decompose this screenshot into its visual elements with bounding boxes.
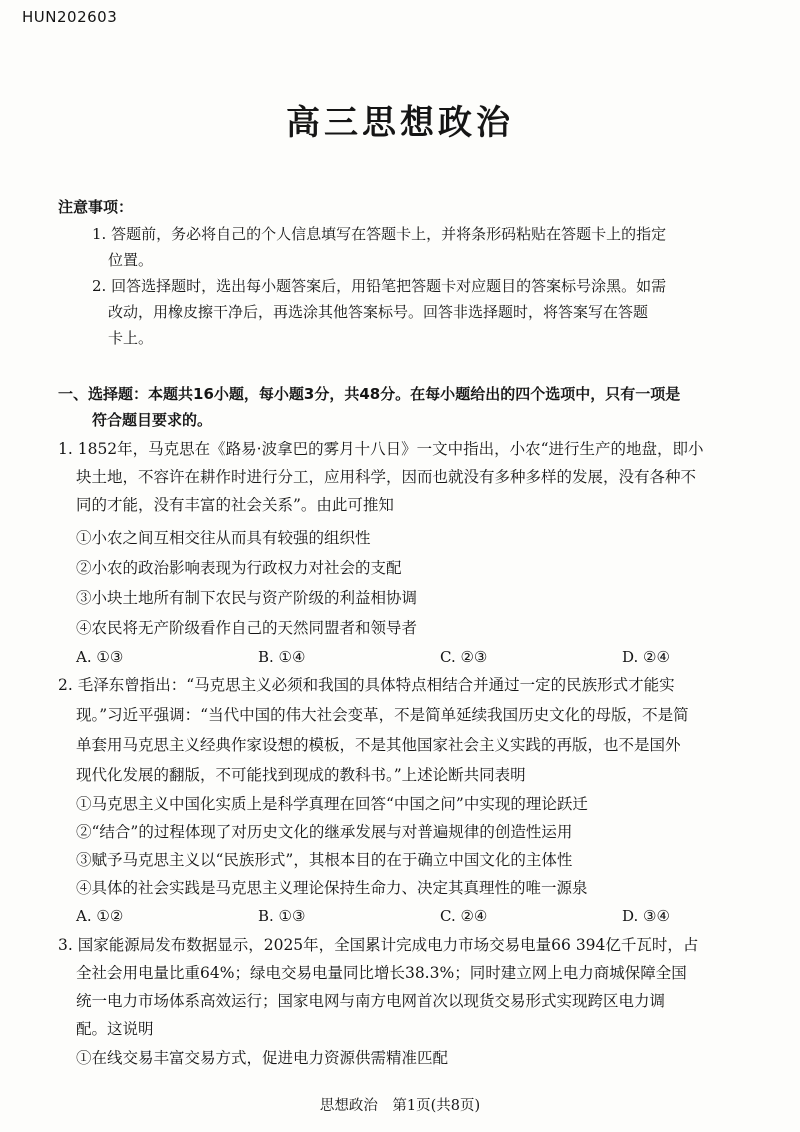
question-stem-line: 现代化发展的翻版，不可能找到现成的教科书。”上述论断共同表明 <box>76 766 526 784</box>
question-stem-line: 全社会用电量比重64%；绿电交易电量同比增长38.3%；同时建立网上电力商城保障全国 <box>76 964 687 982</box>
statement: ④具体的社会实践是马克思主义理论保持生命力、决定其真理性的唯一源泉 <box>76 879 588 897</box>
section-heading: 一、选择题：本题共16小题，每小题3分，共48分。在每小题给出的四个选项中，只有一项是 <box>58 385 681 403</box>
question-stem-line: 单套用马克思主义经典作家设想的模板，不是其他国家社会主义实践的再版，也不是国外 <box>76 736 681 754</box>
statement: ③小块土地所有制下农民与资产阶级的利益相协调 <box>76 589 418 607</box>
option-a: A. ①② <box>76 907 124 925</box>
question-stem-line: 块土地，不容许在耕作时进行分工，应用科学，因而也就没有多种多样的发展，没有各种不 <box>76 468 697 486</box>
notice-line: 2. 回答选择题时，选出每小题答案后，用铅笔把答题卡对应题目的答案标号涂黑。如需 <box>92 277 667 295</box>
statement: ①马克思主义中国化实质上是科学真理在回答“中国之问”中实现的理论跃迁 <box>76 795 588 813</box>
notice-line: 卡上。 <box>108 329 154 347</box>
question-stem-line: 现。”习近平强调：“当代中国的伟大社会变革，不是简单延续我国历史文化的母版，不是简 <box>76 706 689 724</box>
page-footer: 思想政治 第1页(共8页) <box>319 1098 481 1114</box>
statement: ②“结合”的过程体现了对历史文化的继承发展与对普遍规律的创造性运用 <box>76 823 573 841</box>
option-b: B. ①④ <box>258 648 306 666</box>
statement: ④农民将无产阶级看作自己的天然同盟者和领导者 <box>76 619 418 637</box>
notice-heading: 注意事项： <box>58 198 134 216</box>
page-title: 高三思想政治 <box>286 103 514 143</box>
paper-code: HUN202603 <box>22 8 118 26</box>
notice-line: 1. 答题前，务必将自己的个人信息填写在答题卡上，并将条形码粘贴在答题卡上的指定 <box>92 225 667 243</box>
question-stem-line: 1. 1852年，马克思在《路易·波拿巴的雾月十八日》一文中指出，小农“进行生产的地盘，即小 <box>58 440 704 458</box>
statement: ②小农的政治影响表现为行政权力对社会的支配 <box>76 559 402 577</box>
question-stem-line: 3. 国家能源局发布数据显示，2025年，全国累计完成电力市场交易电量66 394亿千瓦时，占 <box>58 936 699 954</box>
statement: ①小农之间互相交往从而具有较强的组织性 <box>76 529 371 547</box>
option-a: A. ①③ <box>76 648 124 666</box>
question-stem-line: 2. 毛泽东曾指出：“马克思主义必须和我国的具体特点相结合并通过一定的民族形式才能实 <box>58 676 675 694</box>
option-b: B. ①③ <box>258 907 306 925</box>
notice-line: 改动，用橡皮擦干净后，再选涂其他答案标号。回答非选择题时，将答案写在答题 <box>108 303 649 321</box>
question-stem-line: 统一电力市场体系高效运行；国家电网与南方电网首次以现货交易形式实现跨区电力调 <box>76 992 666 1010</box>
statement: ①在线交易丰富交易方式，促进电力资源供需精准匹配 <box>76 1049 449 1067</box>
option-d: D. ②④ <box>622 648 670 666</box>
notice-line: 位置。 <box>108 251 154 269</box>
option-c: C. ②④ <box>440 907 488 925</box>
question-stem-line: 配。这说明 <box>76 1020 154 1038</box>
option-d: D. ③④ <box>622 907 670 925</box>
section-heading: 符合题目要求的。 <box>92 411 213 429</box>
question-stem-line: 同的才能，没有丰富的社会关系”。由此可推知 <box>76 496 394 514</box>
option-c: C. ②③ <box>440 648 488 666</box>
statement: ③赋予马克思主义以“民族形式”，其根本目的在于确立中国文化的主体性 <box>76 851 573 869</box>
